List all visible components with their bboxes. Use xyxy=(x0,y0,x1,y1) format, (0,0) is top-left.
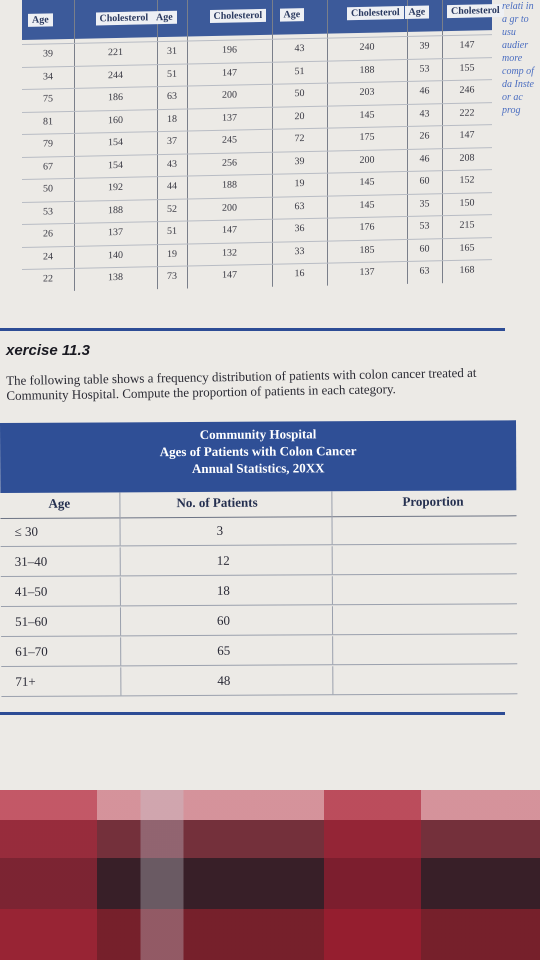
table-cell: 39 xyxy=(419,40,430,52)
table-row xyxy=(1,635,517,667)
patients-cell-text: 48 xyxy=(217,672,231,688)
age-cell-text: 31–40 xyxy=(14,553,48,569)
age-cell xyxy=(1,547,121,576)
table-cell: 244 xyxy=(108,69,123,81)
age-cell xyxy=(1,607,121,636)
table-cell: 203 xyxy=(359,86,375,98)
patients-cell xyxy=(121,666,333,695)
table-cell: 221 xyxy=(108,46,123,59)
age-cell-text: 51–60 xyxy=(14,613,48,629)
column-header: Cholesterol xyxy=(447,4,504,18)
patients-cell xyxy=(120,516,332,545)
table-cell: 200 xyxy=(222,89,237,101)
table-cell: 137 xyxy=(222,111,237,124)
table-cell: 50 xyxy=(294,88,305,100)
table-cell: 176 xyxy=(359,221,375,233)
table-cell: 26 xyxy=(419,130,430,142)
table-cell: 63 xyxy=(167,90,177,102)
table-cell: 188 xyxy=(359,64,375,76)
table-cell: 26 xyxy=(43,228,53,240)
table-cell: 155 xyxy=(459,62,475,74)
table-cell: 63 xyxy=(294,200,305,212)
table-cell: 154 xyxy=(108,159,123,171)
table-cell: 147 xyxy=(459,129,475,141)
table-cell: 53 xyxy=(419,62,430,75)
column-header-patients: No. of Patients xyxy=(176,494,258,511)
table-cell: 24 xyxy=(43,250,53,263)
table-cell: 152 xyxy=(459,174,475,186)
age-cell-text: 41–50 xyxy=(14,583,48,599)
table-cell: 31 xyxy=(167,45,177,57)
table-cell: 196 xyxy=(222,44,237,56)
table-cell: 137 xyxy=(359,266,375,278)
table-row xyxy=(0,515,516,547)
table-cell: 35 xyxy=(419,197,430,210)
table-title-line-3: Annual Statistics, 20XX xyxy=(191,460,325,476)
table-row xyxy=(1,545,517,577)
table-cell: 145 xyxy=(359,176,375,188)
table-cell: 175 xyxy=(359,131,375,143)
column-header: Cholesterol xyxy=(210,9,267,23)
table-cell: 215 xyxy=(459,219,475,231)
age-cell xyxy=(1,577,121,606)
frequency-table xyxy=(0,420,517,698)
column-header-age: Age xyxy=(48,495,71,511)
frequency-table-title xyxy=(0,420,516,493)
table-cell: 43 xyxy=(419,107,430,120)
table-cell: 256 xyxy=(222,156,237,169)
table-cell: 43 xyxy=(294,43,305,55)
table-cell: 185 xyxy=(359,244,375,256)
column-header: Age xyxy=(28,13,53,27)
table-cell: 245 xyxy=(222,134,237,146)
table-cell: 147 xyxy=(459,39,475,51)
column-header: Age xyxy=(280,8,305,22)
table-cell: 22 xyxy=(43,273,53,285)
table-cell: 33 xyxy=(294,245,305,257)
patients-cell-text: 65 xyxy=(217,642,231,658)
table-cell: 200 xyxy=(222,201,237,214)
table-cell: 145 xyxy=(359,199,375,211)
table-cell: 52 xyxy=(167,203,177,215)
table-cell: 67 xyxy=(43,160,53,173)
margin-text: relati in a gr to usu audier more comp of da Inste or ac prog xyxy=(502,1,534,116)
table-cell: 160 xyxy=(108,114,123,126)
proportion-cell[interactable] xyxy=(333,605,517,634)
patients-cell-text: 3 xyxy=(216,522,224,538)
table-row xyxy=(1,575,517,607)
table-cell: 39 xyxy=(43,48,53,60)
patients-cell-text: 18 xyxy=(216,582,230,598)
table-cell: 53 xyxy=(43,205,53,218)
column-header: Age xyxy=(152,11,177,25)
table-cell: 240 xyxy=(359,41,375,53)
table-header-row xyxy=(0,490,516,519)
patients-cell xyxy=(121,636,333,665)
exercise-title: xercise 11.3 xyxy=(6,342,90,359)
table-cell: 147 xyxy=(222,269,237,281)
proportion-cell[interactable] xyxy=(333,665,517,694)
table-cell: 137 xyxy=(108,226,123,239)
table-cell: 19 xyxy=(294,178,305,190)
patients-cell xyxy=(121,576,333,605)
table-cell: 60 xyxy=(419,242,430,255)
table-cell: 147 xyxy=(222,66,237,79)
patients-cell xyxy=(121,546,333,575)
table-cell: 46 xyxy=(419,152,430,165)
age-cell-text: ≤ 30 xyxy=(14,523,38,539)
table-cell: 168 xyxy=(459,264,475,276)
table-row xyxy=(1,605,517,637)
age-cell-text: 61–70 xyxy=(15,643,48,659)
table-cell: 145 xyxy=(359,109,375,121)
column-header: Cholesterol xyxy=(347,6,404,20)
column-header: Age xyxy=(405,5,430,19)
table-cell: 138 xyxy=(108,271,123,284)
table-cell: 186 xyxy=(108,91,123,104)
table-cell: 72 xyxy=(294,133,305,145)
table-cell: 147 xyxy=(222,224,237,236)
table-cell: 188 xyxy=(108,204,123,216)
table-cell: 46 xyxy=(419,85,430,97)
table-cell: 63 xyxy=(419,265,430,277)
table-cell: 150 xyxy=(459,197,475,209)
proportion-cell[interactable] xyxy=(333,545,517,574)
table-cell: 43 xyxy=(167,158,177,170)
age-cell xyxy=(1,667,121,696)
table-cell: 246 xyxy=(459,84,475,96)
age-cell xyxy=(1,637,121,666)
table-cell: 36 xyxy=(294,223,305,235)
table-cell: 192 xyxy=(108,181,123,194)
table-cell: 19 xyxy=(167,248,177,260)
table-cell: 222 xyxy=(459,107,475,119)
table-cell: 154 xyxy=(108,136,123,149)
table-cell: 50 xyxy=(43,183,53,195)
table-cell: 165 xyxy=(459,242,475,254)
patients-cell-text: 12 xyxy=(216,552,230,568)
table-cell: 208 xyxy=(459,152,475,164)
age-cell xyxy=(0,517,120,546)
table-cell: 20 xyxy=(294,110,305,122)
table-cell: 81 xyxy=(43,115,53,128)
age-cell-text: 71+ xyxy=(15,673,36,689)
table-cell: 53 xyxy=(419,220,430,232)
table-cell: 39 xyxy=(294,155,305,167)
table-cell: 188 xyxy=(222,179,237,191)
patients-cell xyxy=(121,606,333,635)
proportion-cell[interactable] xyxy=(333,635,517,664)
table-cell: 200 xyxy=(359,154,375,166)
table-cell: 51 xyxy=(167,68,177,80)
table-cell: 51 xyxy=(294,65,305,77)
column-header-proportion: Proportion xyxy=(402,493,464,509)
table-cell: 75 xyxy=(43,93,53,105)
column-header: Cholesterol xyxy=(96,11,153,25)
table-cell: 18 xyxy=(167,113,177,125)
table-cell: 34 xyxy=(43,70,53,83)
table-cell: 37 xyxy=(167,135,177,147)
section-divider xyxy=(0,328,505,331)
background-fabric xyxy=(0,790,540,960)
table-cell: 51 xyxy=(167,225,177,237)
table-title-line-1: Community Hospital xyxy=(199,426,317,442)
age-cholesterol-table xyxy=(22,0,500,292)
bottom-divider xyxy=(0,712,505,715)
table-cell: 79 xyxy=(43,138,53,150)
table-cell: 44 xyxy=(167,180,177,192)
proportion-cell[interactable] xyxy=(333,575,517,604)
patients-cell-text: 60 xyxy=(216,612,231,628)
exercise-instructions: The following table shows a frequency distribution of patients with colon cancer treated at Community Hospital. Compute the proportion of patients in each category. xyxy=(6,364,477,403)
table-cell: 132 xyxy=(222,246,237,259)
table-cell: 73 xyxy=(167,270,177,282)
table-title-line-2: Ages of Patients with Colon Cancer xyxy=(159,443,357,460)
table-cell: 140 xyxy=(108,249,123,261)
table-cell: 60 xyxy=(419,175,430,187)
table-row xyxy=(1,665,517,697)
proportion-cell[interactable] xyxy=(332,515,516,544)
table-cell: 16 xyxy=(294,268,305,280)
